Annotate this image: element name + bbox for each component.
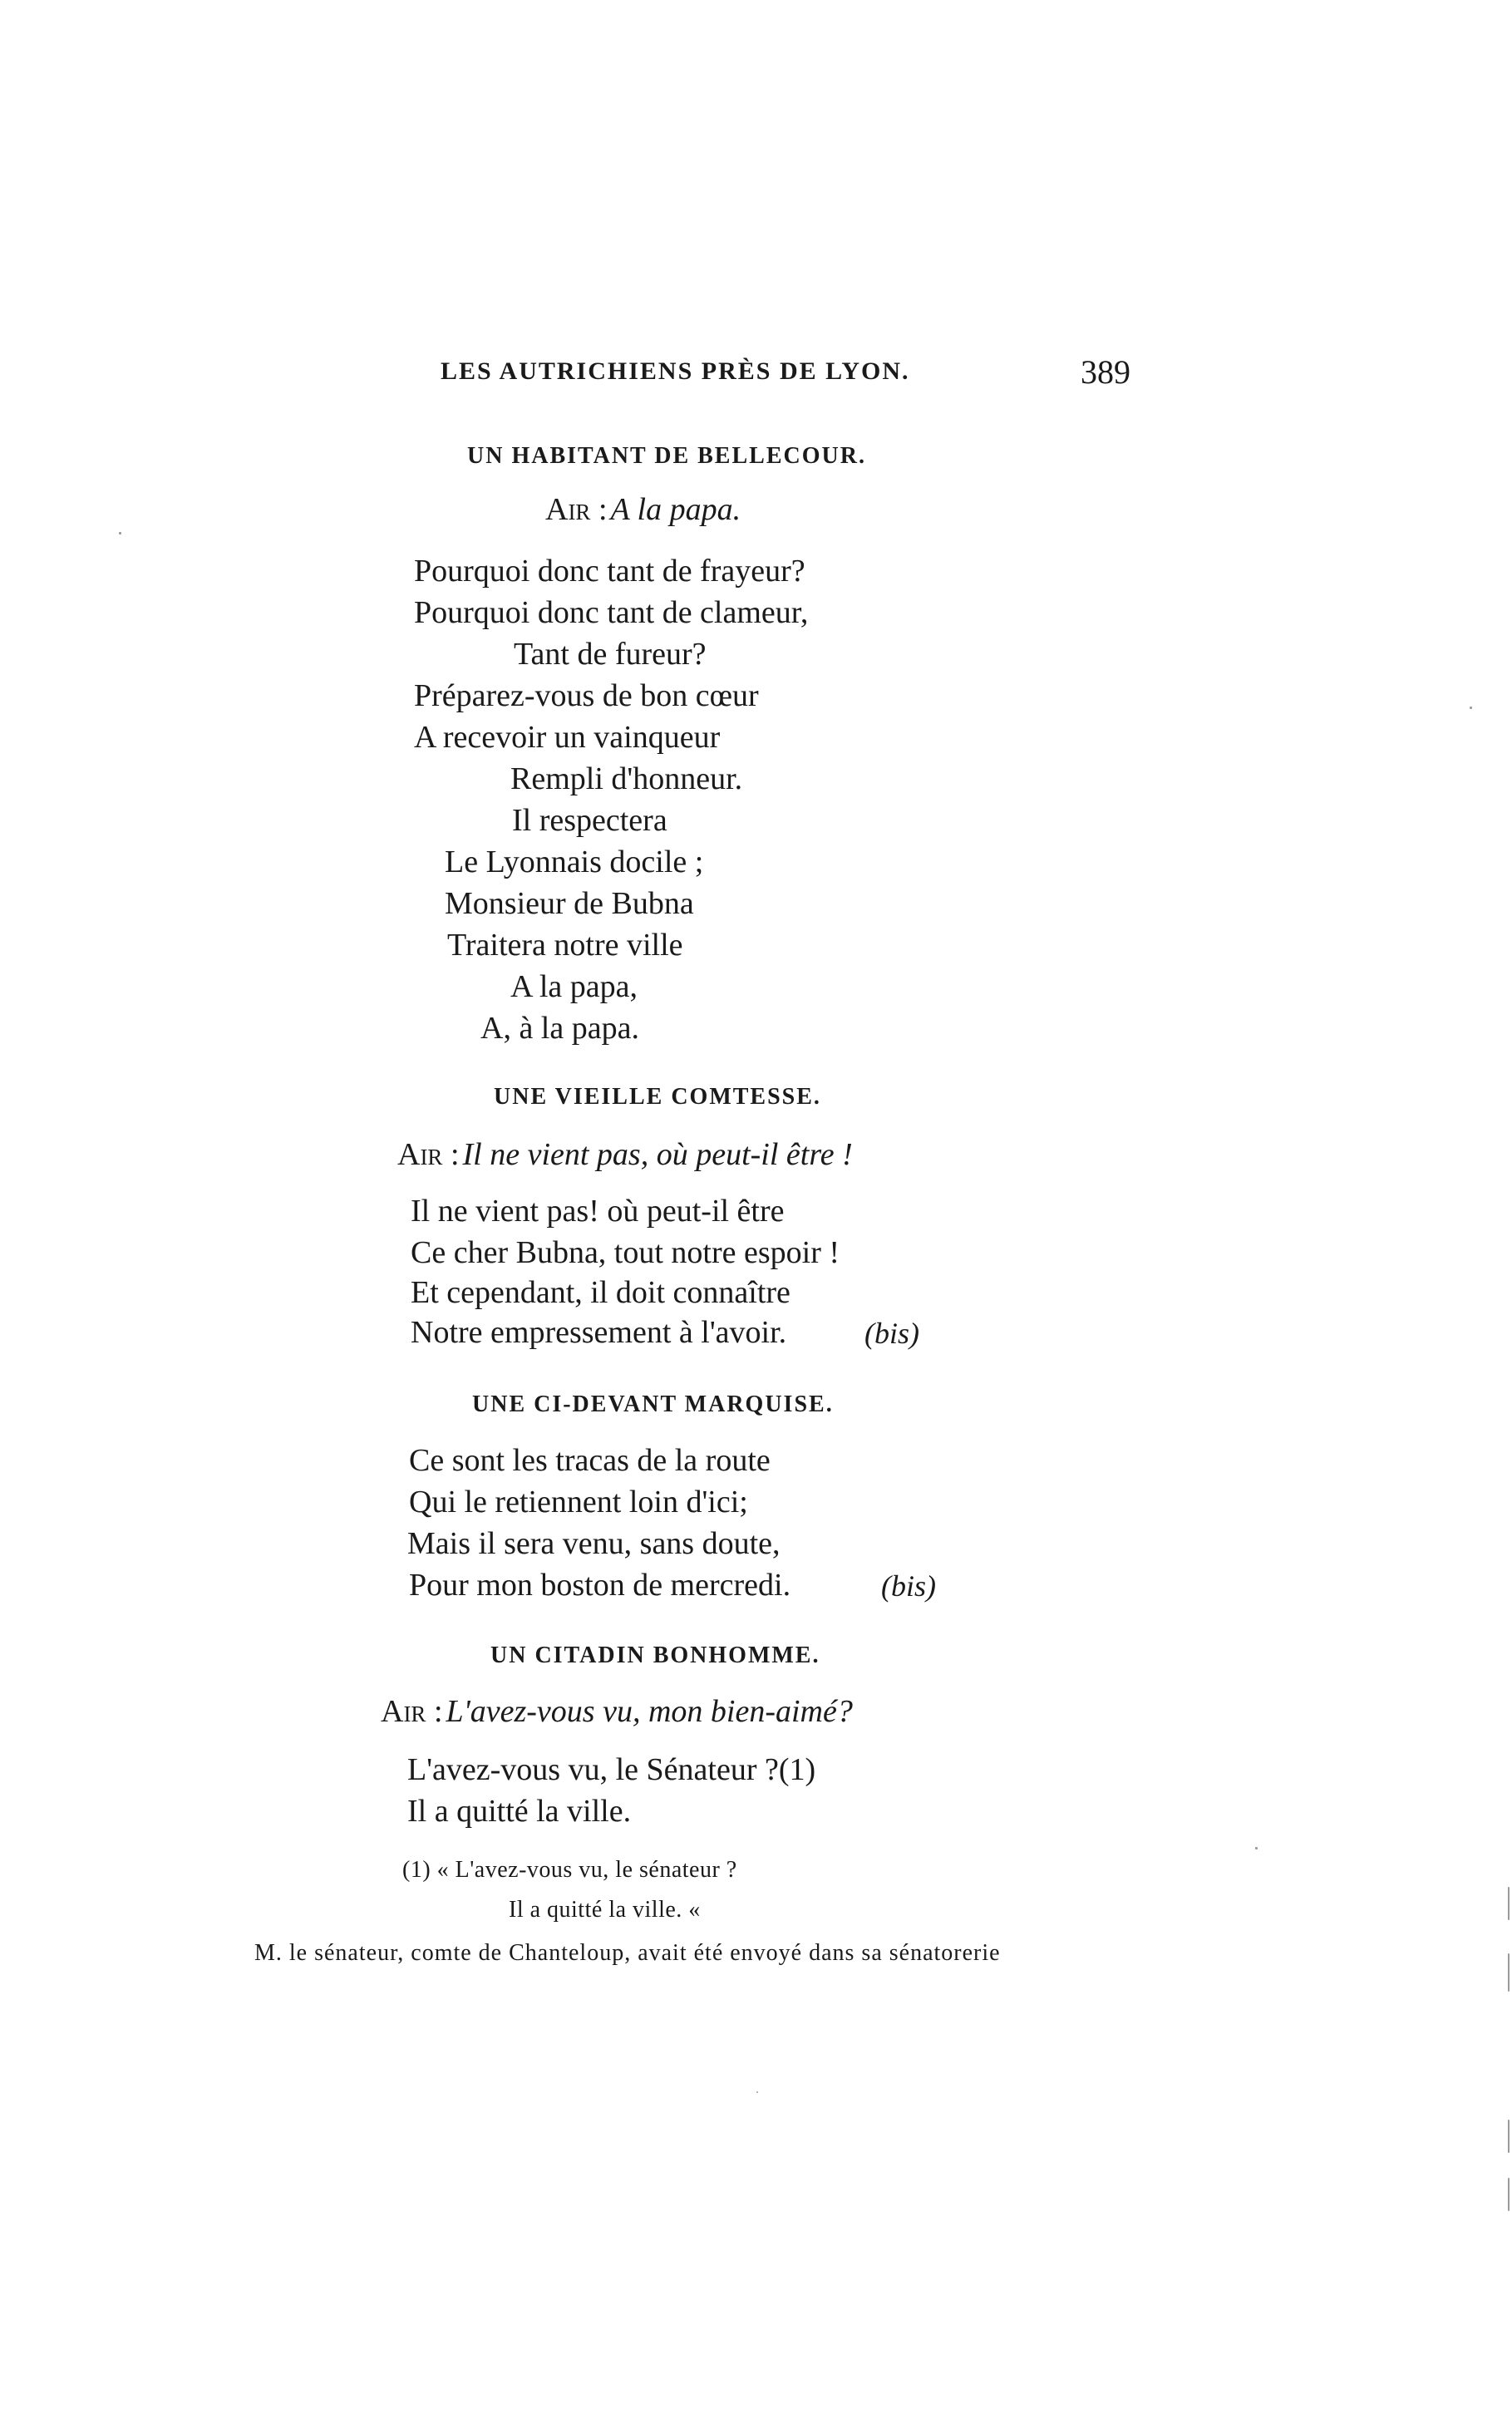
speaker-citadin: UN CITADIN BONHOMME. xyxy=(490,1642,820,1668)
scan-speck xyxy=(1508,1953,1510,1992)
scan-speck xyxy=(1470,707,1472,709)
verse-line: A, à la papa. xyxy=(480,1011,639,1046)
air-line-2 xyxy=(397,1139,853,1170)
air-title: A la papa. xyxy=(610,492,741,527)
verse-line: Ce cher Bubna, tout notre espoir ! xyxy=(411,1235,840,1270)
air-label: Air : xyxy=(381,1694,443,1729)
bis-mark: (bis) xyxy=(864,1317,919,1350)
scan-speck xyxy=(119,532,121,534)
verse-line: Qui le retiennent loin d'ici; xyxy=(409,1485,748,1519)
verse-line: Mais il sera venu, sans doute, xyxy=(407,1526,781,1561)
verse-line: Pourquoi donc tant de frayeur? xyxy=(414,554,805,589)
footnote-line: M. le sénateur, comte de Chanteloup, avait été envoyé dans sa sénatorerie xyxy=(254,1940,1001,1966)
scan-speck xyxy=(1255,1847,1258,1849)
speaker-habitant: UN HABITANT DE BELLECOUR. xyxy=(467,443,866,469)
footnote-line: (1) « L'avez-vous vu, le sénateur ? xyxy=(402,1857,737,1883)
air-title: L'avez-vous vu, mon bien-aimé? xyxy=(446,1694,853,1729)
running-title: LES AUTRICHIENS PRÈS DE LYON. xyxy=(441,357,910,385)
scan-speck xyxy=(1508,1887,1510,1920)
scan-speck xyxy=(1508,2120,1510,2153)
air-label: Air : xyxy=(397,1137,460,1172)
verse-line: Préparez-vous de bon cœur xyxy=(414,678,759,713)
footnote-line: Il a quitté la ville. « xyxy=(509,1897,701,1923)
speaker-comtesse: UNE VIEILLE COMTESSE. xyxy=(494,1084,821,1110)
verse-line: Et cependant, il doit connaître xyxy=(411,1275,790,1310)
verse-line: Ce sont les tracas de la route xyxy=(409,1443,771,1478)
verse-line: Il a quitté la ville. xyxy=(407,1794,632,1829)
page-number: 389 xyxy=(1081,353,1130,391)
verse-line: Le Lyonnais docile ; xyxy=(445,845,704,879)
verse-line: L'avez-vous vu, le Sénateur ?(1) xyxy=(407,1752,816,1787)
verse-line: Pourquoi donc tant de clameur, xyxy=(414,595,809,630)
air-label: Air : xyxy=(545,492,608,527)
verse-line: Il respectera xyxy=(512,803,667,838)
verse-line: A la papa, xyxy=(510,969,638,1004)
verse-line: Pour mon boston de mercredi. xyxy=(409,1568,791,1603)
bis-mark: (bis) xyxy=(881,1569,936,1603)
scan-speck xyxy=(756,2091,758,2093)
air-title: Il ne vient pas, où peut-il être ! xyxy=(462,1137,853,1172)
verse-line: Rempli d'honneur. xyxy=(510,761,743,796)
verse-line: Tant de fureur? xyxy=(514,637,707,672)
verse-line: Monsieur de Bubna xyxy=(445,886,694,921)
air-line-4 xyxy=(381,1696,853,1727)
verse-line: Traitera notre ville xyxy=(447,928,683,963)
verse-line: A recevoir un vainqueur xyxy=(414,720,721,755)
scan-speck xyxy=(1508,2178,1510,2211)
speaker-marquise: UNE CI-DEVANT MARQUISE. xyxy=(472,1391,834,1417)
air-line-1 xyxy=(545,494,741,525)
verse-line: Il ne vient pas! où peut-il être xyxy=(411,1194,785,1229)
verse-line: Notre empressement à l'avoir. xyxy=(411,1315,787,1350)
